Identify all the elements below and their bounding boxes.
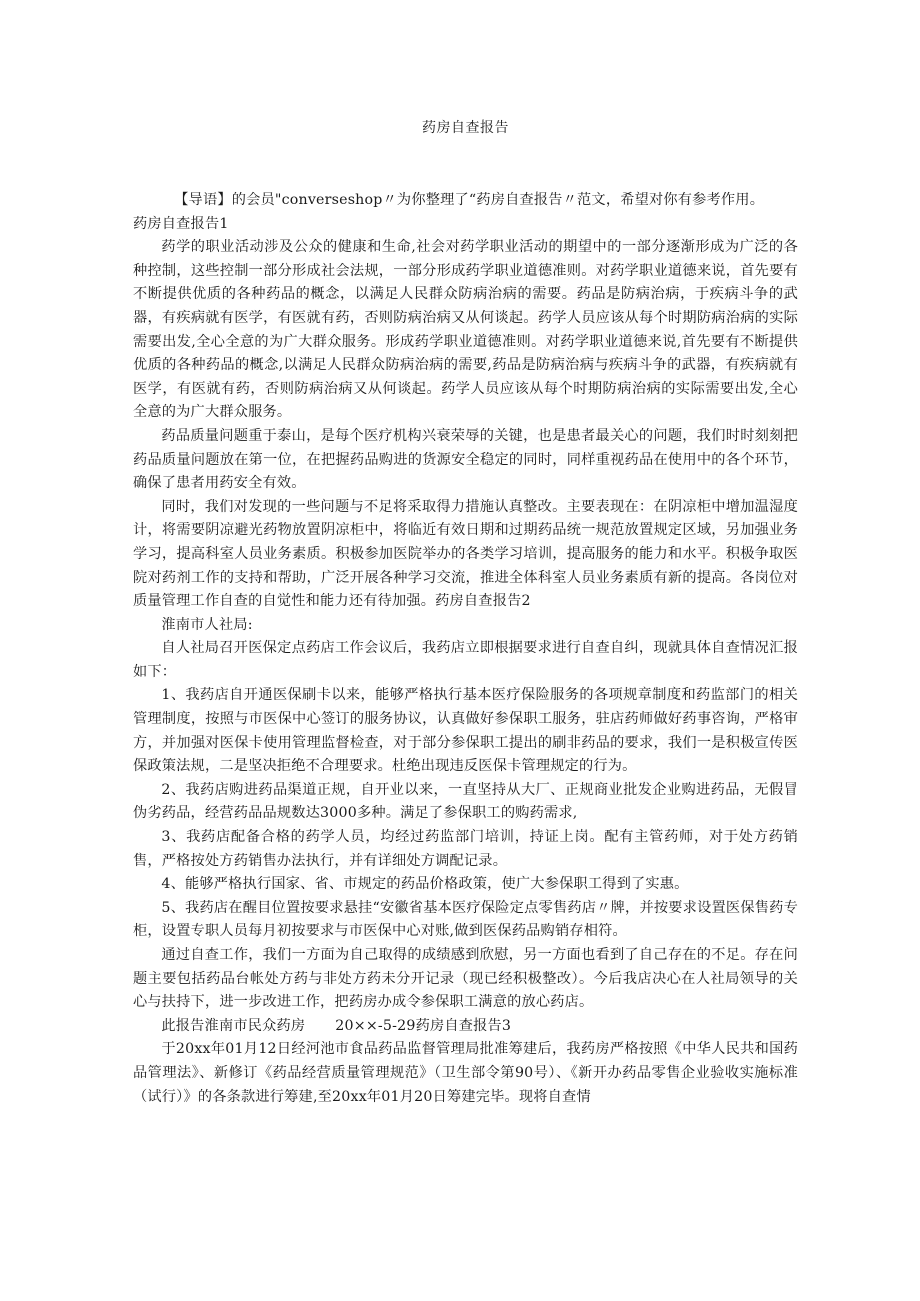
section-2-salutation: 淮南市人社局: bbox=[161, 616, 253, 633]
section-2-item-4: 4、能够严格执行国家、省、市规定的药品价格政策，使广大参保职工得到了实惠。 bbox=[161, 876, 689, 893]
lead-paragraph: 【导语】的会员"converseshop〃为你整理了“药房自查报告〃范文，希望对你有参考作用。 bbox=[174, 192, 765, 208]
section-2-item-5: 5、我药店在醒目位置按要求悬挂“安徽省基本医疗保险定点零售药店〃牌，并按要求设置医保售药专柜，设置专职人员每月初按要求与市医保中心对账,做到医保药品购销存相符。 bbox=[133, 899, 798, 940]
signature-organization: 此报告淮南市民众药房 bbox=[161, 1017, 306, 1034]
section-3-paragraph-1: 于20xx年01月12日经河池市食品药品监督管理局批准筹建后，我药房严格按照《中华人民共和国药品管理法》、新修订《药品经营质量管理规范》（卫生部令第90号）、《新开办药品零售企业验收实施标准（试行）》的各条款进行筹建,至20xx年01月20日筹建完毕。现将自查情 bbox=[133, 1041, 798, 1105]
section-1-paragraph-3: 同时，我们对发现的一些问题与不足将采取得力措施认真整改。主要表现在：在阴凉柜中增加温湿度计，将需要阴凉避光药物放置阴凉柜中，将临近有效日期和过期药品统一规范放置规定区域，另加强业务学习，提高科室人员业务素质。积极参加医院举办的各类学习培训，提高服务的能力和水平。积极争取医院对药剂工作的支持和帮助，广泛开展各种学习交流，推进全体科室人员业务素质有新的提高。各岗位对质量管理工作自查的自觉性和能力还有待加强。药房自查报告2 bbox=[133, 498, 798, 610]
section-1-paragraph-1: 药学的职业活动涉及公众的健康和生命,社会对药学职业活动的期望中的一部分逐渐形成为广泛的各种控制，这些控制一部分形成社会法规，一部分形成药学职业道德准则。对药学职业道德来说，首先要有不断提供优质的各种药品的概念，以满足人民群众防病治病的需要。药品是防病治病，于疾病斗争的武器，有疾病就有医学，有医就有药，否则防病治病又从何谈起。药学人员应该从每个时期防病治病的实际需要出发,全心全意的为广大群众服务。形成药学职业道德准则。对药学职业道德来说,首先要有不断提供优质的各种药品的概念,以满足人民群众防病治病的需要,药品是防病治病与疾病斗争的武器，有疾病就有医学，有医就有药，否则防病治病又从何谈起。药学人员应该从每个时期防病治病的实际需要出发,全心全意的为广大群众服务。 bbox=[133, 239, 798, 421]
section-2-item-3: 3、我药店配备合格的药学人员，均经过药监部门培训，持证上岗。配有主管药师，对于处方药销售，严格按处方药销售办法执行，并有详细处方调配记录。 bbox=[133, 829, 798, 869]
section-2-signature-line bbox=[133, 1015, 798, 1039]
section-3-heading: 药房自查报告3 bbox=[415, 1017, 512, 1034]
signature-date: 20××-5-29 bbox=[335, 1017, 416, 1034]
section-2-intro: 自人社局召开医保定点药店工作会议后，我药店立即根据要求进行自查自纠，现就具体自查情况汇报如下： bbox=[133, 640, 798, 680]
section-1-paragraph-2: 药品质量问题重于泰山，是每个医疗机构兴衰荣辱的关键，也是患者最关心的问题，我们时时刻刻把药品质量问题放在第一位，在把握药品购进的货源安全稳定的同时，同样重视药品在使用中的各个环节，确保了患者用药安全有效。 bbox=[133, 427, 798, 492]
document-body bbox=[133, 189, 798, 1109]
section-1-heading: 药房自查报告1 bbox=[133, 215, 229, 232]
section-2-summary: 通过自查工作，我们一方面为自己取得的成绩感到欣慰，另一方面也看到了自己存在的不足。存在问题主要包括药品台帐处方药与非处方药未分开记录（现已经积极整改）。今后我店决心在人社局领导的关心与扶持下，进一步改进工作，把药房办成令参保职工满意的放心药店。 bbox=[133, 947, 798, 1011]
document-title: 药房自查报告 bbox=[422, 120, 509, 136]
section-2-item-2: 2、我药店购进药品渠道正规，自开业以来，一直坚持从大厂、正规商业批发企业购进药品，无假冒伪劣药品，经营药品品规数达3000多种。满足了参保职工的购药需求, bbox=[133, 781, 798, 822]
section-2-item-1: 1、我药店自开通医保刷卡以来，能够严格执行基本医疗保险服务的各项规章制度和药监部门的相关管理制度，按照与市医保中心签订的服务协议，认真做好参保职工服务，驻店药师做好药事咨询，严格审方，并加强对医保卡使用管理监督检查，对于部分参保职工提出的刷非药品的要求，我们一是积极宣传医保政策法规，二是坚决拒绝不合理要求。杜绝出现违反医保卡管理规定的行为。 bbox=[133, 687, 798, 775]
